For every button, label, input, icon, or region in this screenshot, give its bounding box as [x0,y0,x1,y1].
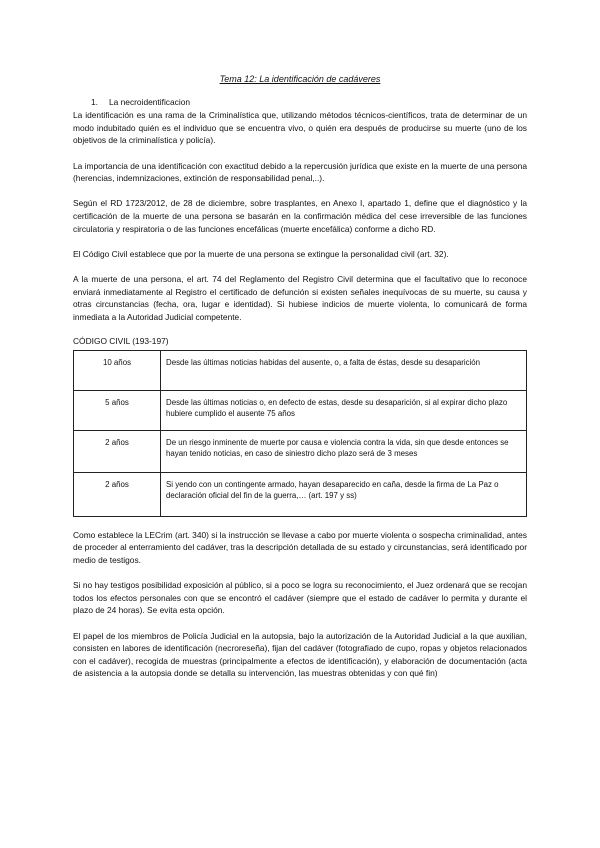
paragraph-testigos: Si no hay testigos posibilidad exposición al público, si a poco se logra su reconocimiento, el Juez ordenará que se recojan todos los efectos personales con que se encontró el cadáver (siempre que el estado de cadáver lo permita y durante el plazo de 24 horas). Se evita esta opción. [73,580,527,616]
table-row [74,350,527,390]
section-number: 1. [91,96,98,107]
table-cell-term: 2 años [74,472,161,516]
table-cell-term: 2 años [74,430,161,472]
document-body [73,73,527,693]
table-cell-description: Desde las últimas noticias o, en defecto de estas, desde su desaparición, si al expirar dicho plazo hubiere cumplido el ausente 75 años [161,390,527,430]
paragraph-importance: La importancia de una identificación con exactitud debido a la repercusión jurídica que existe en la muerte de una persona (herencias, indemnizaciones, extinción de responsabilidad penal,..). [73,160,527,184]
paragraph-registro-civil: A la muerte de una persona, el art. 74 del Reglamento del Registro Civil determina que el facultativo que lo reconoce enviará inmediatamente al Registro el certificado de defunción si existen señales inequívocas de su muerte, su causa y otras circunstancias (fecha, ora, lugar e identidad). Si hubiese indicios de muerte violenta, lo comunicará de forma inmediata a la Autoridad Judicial competente. [73,273,527,322]
table-cell-term: 10 años [74,350,161,390]
table-cell-description: Desde las últimas noticias habidas del ausente, o, a falta de éstas, desde su desaparición [161,350,527,390]
paragraph-identification-definition: La identificación es una rama de la Criminalística que, utilizando métodos técnicos-científicos, trata de determinar de un modo indubitado quién es el individuo que se encuentra vivo, o quién era después de producirse su muerte (uno de los objetivos de la criminalística y policía). [73,110,527,146]
table-caption: CÓDIGO CIVIL (193-197) [73,336,169,347]
codigo-civil-table [73,350,527,517]
table-row [74,430,527,472]
paragraph-policia-judicial: El papel de los miembros de Policía Judicial en la autopsia, bajo la autorización de la Autoridad Judicial a la que auxilian, consisten en labores de identificación (necroreseña), fijan del cadáver (fotografiado de cupo, ropas y objetos relacionados con el cadáver), recogida de muestras (principalmente a efectos de identificación), y elaboración de documentación (acta de asistencia a la autopsia donde se detalla su intervención, las muestras obtenidas y con qué fin) [73,630,527,679]
table-cell-term: 5 años [74,390,161,430]
table-cell-description: De un riesgo inminente de muerte por causa e violencia contra la vida, sin que desde entonces se hayan tenido noticias, en caso de siniestro dicho plazo será de 3 meses [161,430,527,472]
section-heading [91,96,527,109]
document-title: Tema 12: La identificación de cadáveres [219,74,381,84]
table-row [74,390,527,430]
paragraph-lecrim: Como establece la LECrim (art. 340) si la instrucción se llevase a cabo por muerte violenta o sospecha criminalidad, antes de proceder al enterramiento del cadáver, tras la descripción detallada de su estado y circunstancias, será identificado por medio de testigos. [73,529,527,566]
section-title: La necroidentificacion [109,96,191,107]
paragraph-codigo-civil: El Código Civil establece que por la muerte de una persona se extingue la personalidad civil (art. 32). [73,248,449,259]
table-row [74,472,527,516]
table-cell-description: Si yendo con un contingente armado, hayan desaparecido en caña, desde la firma de La Paz o declaración oficial del fin de la guerra,… (art. 197 y ss) [161,472,527,516]
paragraph-rd-1723-2012: Según el RD 1723/2012, de 28 de diciembre, sobre trasplantes, en Anexo I, apartado 1, define que el diagnóstico y la certificación de la muerte de una persona se basarán en la confirmación médica del cese irreversible de las funciones circulatoria y respiratoria o de las funciones encefálicas (muerte encefálica) conforme a dicho RD. [73,198,527,234]
